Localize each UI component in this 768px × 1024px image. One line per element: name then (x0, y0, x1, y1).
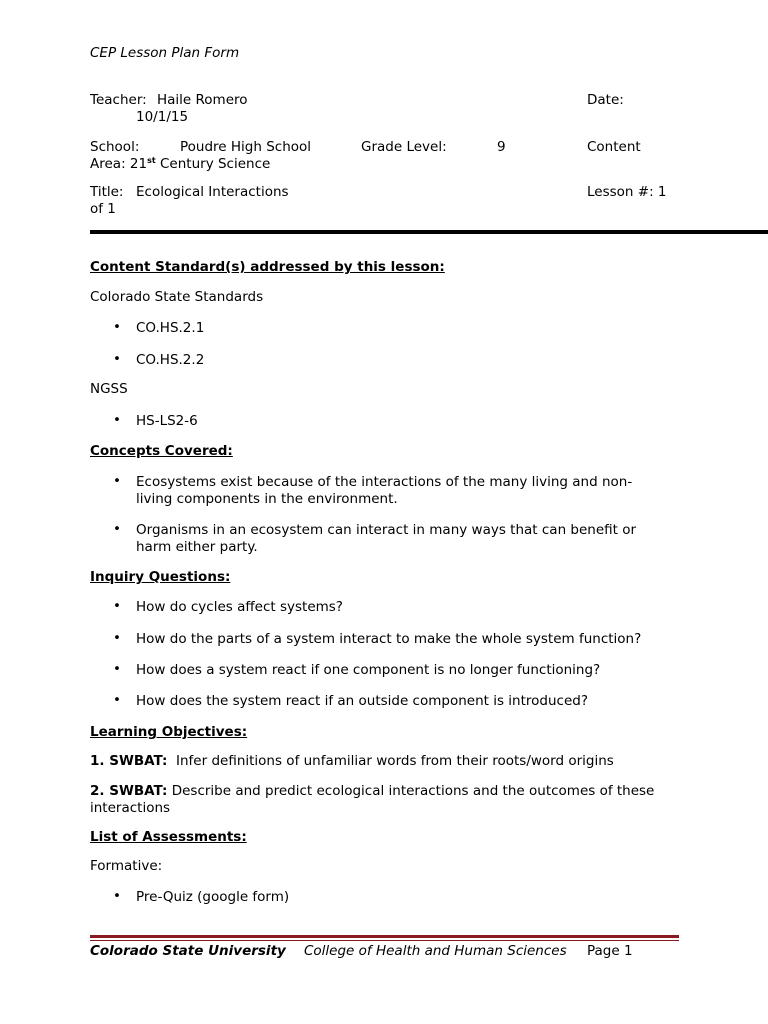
concept-item (136, 522, 636, 556)
objective-item (90, 753, 614, 769)
content-label: Content (587, 139, 641, 155)
objective-prefix: 1. SWBAT: (90, 753, 168, 769)
bullet-icon: • (113, 351, 121, 367)
footer-rule (90, 935, 679, 938)
standard-item: CO.HS.2.2 (136, 352, 205, 368)
bullet-icon: • (113, 692, 121, 708)
standard-item: CO.HS.2.1 (136, 320, 205, 336)
concepts-heading: Concepts Covered: (90, 443, 233, 459)
form-title: CEP Lesson Plan Form (90, 45, 240, 61)
content-area-label: Area: (90, 156, 126, 172)
school-label: School: (90, 139, 140, 155)
ngss-item: HS-LS2-6 (136, 413, 198, 429)
footer-rule-thin (90, 940, 679, 941)
date-value: 10/1/15 (136, 109, 189, 125)
concept-line: living components in the environment. (136, 491, 398, 507)
lesson-number-value: 1 (657, 184, 667, 200)
inquiry-item: How do the parts of a system interact to make the whole system function? (136, 631, 642, 647)
bullet-icon: • (113, 630, 121, 646)
title-value: Ecological Interactions (136, 184, 289, 200)
bullet-icon: • (113, 473, 121, 489)
formative-label: Formative: (90, 858, 163, 874)
concept-line: Organisms in an ecosystem can interact in many ways that can benefit or (136, 522, 637, 538)
inquiry-item: How does a system react if one component is no longer functioning? (136, 662, 601, 678)
concept-item (136, 474, 632, 508)
inquiry-item: How do cycles affect systems? (136, 599, 343, 615)
colorado-standards-label: Colorado State Standards (90, 289, 264, 305)
bullet-icon: • (113, 598, 121, 614)
bullet-icon: • (113, 319, 121, 335)
header-divider (90, 230, 768, 234)
objective-item (90, 783, 654, 817)
teacher-name: Haile Romero (157, 92, 248, 108)
content-area-value: Century Science (160, 156, 271, 172)
concept-line: harm either party. (136, 539, 258, 555)
title-label: Title: (90, 184, 124, 200)
footer-university: Colorado State University (90, 943, 286, 959)
standards-heading: Content Standard(s) addressed by this lesson: (90, 259, 445, 275)
content-area-number: 21 (129, 156, 148, 172)
objective-text: Infer definitions of unfamiliar words from their roots/word origins (176, 753, 614, 769)
inquiry-item: How does the system react if an outside component is introduced? (136, 693, 588, 709)
bullet-icon: • (113, 521, 121, 537)
school-name: Poudre High School (180, 139, 312, 155)
formative-item: Pre-Quiz (google form) (136, 889, 290, 905)
assessments-heading: List of Assessments: (90, 829, 247, 845)
inquiry-heading: Inquiry Questions: (90, 569, 231, 585)
content-area (90, 156, 270, 172)
ngss-label: NGSS (90, 381, 128, 397)
bullet-icon: • (113, 661, 121, 677)
objective-text: Describe and predict ecological interactions and the outcomes of these (171, 783, 655, 799)
objective-prefix: 2. SWBAT: (90, 783, 168, 799)
footer-page-number: Page 1 (587, 943, 633, 959)
objectives-heading: Learning Objectives: (90, 724, 248, 740)
objective-text-continued: interactions (90, 800, 171, 816)
grade-level-label: Grade Level: (361, 139, 447, 155)
lesson-of: of 1 (90, 201, 116, 217)
bullet-icon: • (113, 412, 121, 428)
bullet-icon: • (113, 888, 121, 904)
teacher-label: Teacher: (90, 92, 147, 108)
date-label: Date: (587, 92, 624, 108)
concept-line: Ecosystems exist because of the interactions of the many living and non- (136, 474, 633, 490)
content-area-suffix: st (147, 156, 156, 165)
footer-college: College of Health and Human Sciences (304, 943, 567, 959)
lesson-number-label: Lesson #: (587, 184, 654, 200)
grade-level-value: 9 (497, 139, 506, 155)
lesson-number (587, 184, 667, 200)
